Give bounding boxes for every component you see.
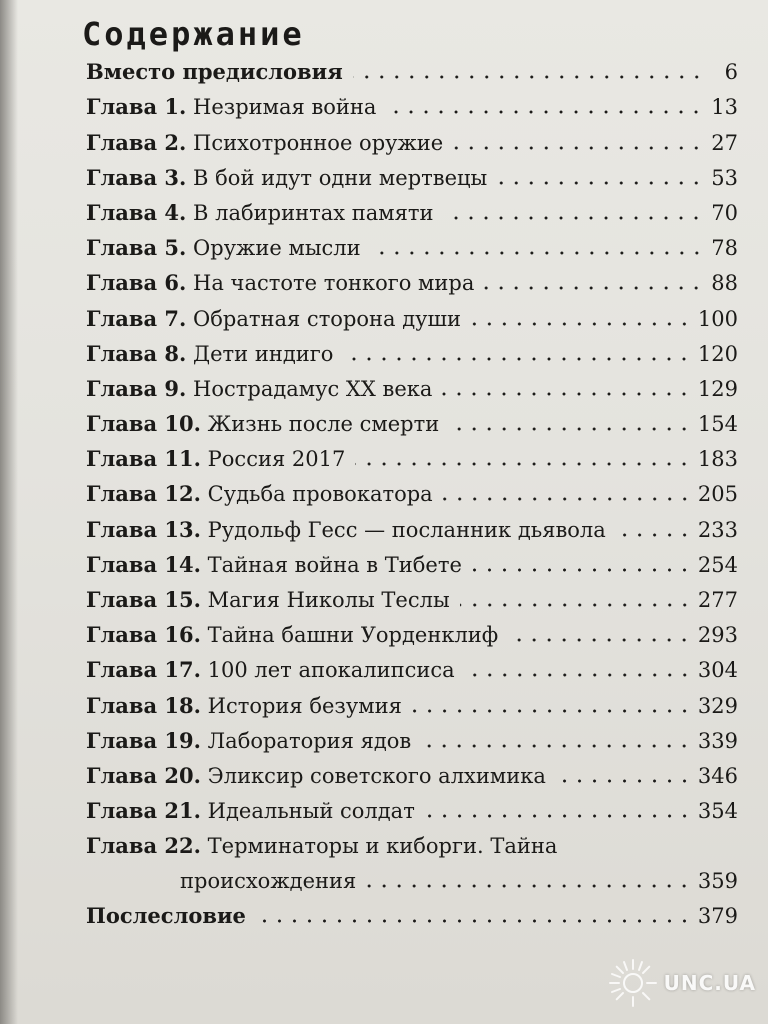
chapter-title: В бой идут одни мертвецы bbox=[193, 165, 488, 190]
chapter-title: На частоте тонкого мира bbox=[193, 271, 475, 296]
toc-entry-label bbox=[86, 446, 349, 472]
chapter-title: Рудольф Гесс — посланник дьявола bbox=[207, 517, 606, 542]
chapter-number: Глава 12. bbox=[86, 481, 201, 507]
page-number: 6 bbox=[724, 60, 738, 85]
chapter-title: Вместо предисловия bbox=[86, 59, 343, 85]
chapter-number: Глава 6. bbox=[86, 270, 187, 296]
chapter-title: Незримая война bbox=[193, 95, 377, 120]
chapter-title: Судьба провокатора bbox=[207, 482, 433, 507]
chapter-number: Глава 2. bbox=[86, 129, 187, 155]
toc-entry-label bbox=[86, 376, 436, 402]
page-number: 53 bbox=[711, 165, 738, 190]
chapter-number: Глава 3. bbox=[86, 164, 187, 190]
page-edge-shadow bbox=[0, 0, 18, 1024]
toc-entry bbox=[86, 894, 738, 929]
page-number: 78 bbox=[711, 236, 738, 261]
chapter-number: Глава 11. bbox=[86, 446, 201, 472]
chapter-number: Глава 10. bbox=[86, 411, 201, 437]
page-number: 233 bbox=[697, 517, 738, 542]
chapter-number: Глава 22. bbox=[86, 833, 201, 859]
chapter-number: Глава 13. bbox=[86, 516, 201, 542]
toc-entry bbox=[86, 613, 738, 648]
page-number: 359 bbox=[697, 869, 738, 894]
page-number: 129 bbox=[697, 376, 738, 401]
page-number: 293 bbox=[697, 623, 738, 648]
chapter-title: Нострадамус XX века bbox=[193, 376, 433, 401]
chapter-number: Глава 8. bbox=[86, 340, 187, 366]
page-number: 329 bbox=[697, 693, 738, 718]
page-number: 100 bbox=[697, 306, 738, 331]
toc-entry bbox=[86, 683, 738, 718]
chapter-number: Глава 9. bbox=[86, 375, 187, 401]
chapter-number: Глава 18. bbox=[86, 692, 201, 718]
dot-leader bbox=[256, 919, 692, 923]
toc-entry bbox=[86, 719, 738, 754]
toc-entry bbox=[86, 437, 738, 472]
dot-leader bbox=[443, 497, 692, 501]
toc-entry bbox=[86, 402, 738, 437]
toc-entry bbox=[86, 226, 738, 261]
chapter-number: Глава 5. bbox=[86, 235, 187, 261]
dot-leader bbox=[443, 216, 704, 220]
dot-leader bbox=[508, 638, 692, 642]
chapter-number: Глава 4. bbox=[86, 199, 187, 225]
dot-leader bbox=[465, 673, 692, 677]
toc-entry-label bbox=[86, 728, 415, 754]
toc-entry bbox=[86, 85, 738, 120]
toc-entry bbox=[86, 332, 738, 367]
chapter-title: История безумия bbox=[207, 693, 402, 718]
page-number: 120 bbox=[697, 341, 738, 366]
chapter-title: Жизнь после смерти bbox=[207, 412, 440, 437]
toc-entry-label bbox=[86, 763, 550, 789]
toc-entry-label bbox=[86, 481, 437, 507]
chapter-title: Идеальный солдат bbox=[207, 799, 415, 824]
dot-leader bbox=[343, 357, 692, 361]
dot-leader bbox=[362, 884, 692, 888]
page-number: 88 bbox=[711, 271, 738, 296]
toc-entry bbox=[86, 789, 738, 824]
dot-leader bbox=[371, 251, 704, 255]
toc-entry-label bbox=[86, 235, 365, 261]
page-number: 154 bbox=[697, 412, 738, 437]
chapter-number: Глава 17. bbox=[86, 657, 201, 683]
chapter-number: Глава 19. bbox=[86, 727, 201, 753]
dot-leader bbox=[460, 603, 692, 607]
page-number: 339 bbox=[697, 728, 738, 753]
chapter-title: Эликсир советского алхимика bbox=[207, 763, 546, 788]
dot-leader bbox=[355, 462, 692, 466]
chapter-title: Психотронное оружие bbox=[193, 130, 444, 155]
chapter-number: Глава 7. bbox=[86, 305, 187, 331]
watermark bbox=[606, 956, 756, 1010]
chapter-title-continued: происхождения bbox=[180, 869, 357, 894]
chapter-number: Глава 16. bbox=[86, 622, 201, 648]
toc-entry-label bbox=[86, 517, 610, 543]
toc-entry bbox=[86, 824, 738, 894]
toc-entry bbox=[86, 543, 738, 578]
page-number: 13 bbox=[711, 95, 738, 120]
chapter-title: Тайная война в Тибете bbox=[207, 552, 462, 577]
chapter-number: Глава 20. bbox=[86, 762, 201, 788]
chapter-title: Тайна башни Уорденклиф bbox=[207, 623, 499, 648]
toc-entry bbox=[86, 261, 738, 296]
chapter-title: В лабиринтах памяти bbox=[193, 200, 434, 225]
toc-entry-label bbox=[86, 798, 419, 824]
toc-entry-label bbox=[86, 622, 502, 648]
toc-entry bbox=[86, 507, 738, 542]
toc-entry bbox=[86, 578, 738, 613]
toc-entry-label bbox=[86, 693, 406, 719]
page-number: 70 bbox=[711, 200, 738, 225]
dot-leader bbox=[442, 392, 692, 396]
page-number: 27 bbox=[711, 130, 738, 155]
dot-leader bbox=[453, 146, 704, 150]
dot-leader bbox=[421, 744, 692, 748]
table-of-contents bbox=[86, 50, 738, 929]
afterword-title: Послесловие bbox=[86, 903, 246, 929]
chapter-number: Глава 1. bbox=[86, 94, 187, 120]
watermark-text: UNC.UA bbox=[663, 971, 756, 995]
dot-leader bbox=[386, 110, 704, 114]
toc-entry bbox=[86, 120, 738, 155]
toc-entry-label bbox=[86, 59, 347, 85]
toc-entry-label bbox=[86, 341, 337, 367]
dot-leader bbox=[353, 75, 704, 79]
toc-entry-label bbox=[86, 552, 466, 578]
chapter-title: Магия Николы Теслы bbox=[207, 588, 450, 612]
dot-leader bbox=[425, 814, 692, 818]
page-number: 379 bbox=[697, 904, 738, 929]
toc-entry-label bbox=[86, 657, 459, 683]
page-number: 346 bbox=[697, 763, 738, 788]
page-number: 304 bbox=[697, 658, 738, 683]
dot-leader bbox=[412, 709, 692, 713]
toc-entry-label bbox=[86, 411, 443, 437]
toc-entry-label bbox=[86, 270, 478, 296]
chapter-title: Оружие мысли bbox=[193, 236, 361, 261]
toc-entry bbox=[86, 754, 738, 789]
toc-entry bbox=[86, 50, 738, 85]
page-number: 354 bbox=[697, 799, 738, 824]
page-number: 277 bbox=[697, 588, 738, 612]
dot-leader bbox=[471, 322, 692, 326]
toc-entry-label bbox=[86, 306, 465, 332]
toc-entry-label bbox=[86, 200, 437, 226]
toc-entry-label bbox=[86, 587, 454, 613]
page-title: Содержание bbox=[82, 15, 305, 54]
dot-leader bbox=[616, 533, 692, 537]
page-number: 205 bbox=[697, 482, 738, 507]
chapter-title: 100 лет апокалипсиса bbox=[207, 658, 455, 683]
chapter-title: Терминаторы и киборги. Тайна bbox=[207, 834, 558, 859]
dot-leader bbox=[472, 568, 692, 572]
toc-entry-label bbox=[86, 824, 738, 859]
toc-entry bbox=[86, 472, 738, 507]
chapter-number: Глава 15. bbox=[86, 587, 201, 612]
toc-entry-label bbox=[86, 165, 491, 191]
dot-leader bbox=[484, 286, 704, 290]
toc-entry bbox=[86, 191, 738, 226]
dot-leader bbox=[449, 427, 692, 431]
toc-entry bbox=[86, 296, 738, 331]
toc-entry bbox=[86, 367, 738, 402]
toc-entry-label bbox=[86, 130, 447, 156]
toc-entry bbox=[86, 156, 738, 191]
toc-entry-label bbox=[86, 94, 380, 120]
dot-leader bbox=[556, 779, 692, 783]
sun-logo-icon bbox=[606, 956, 660, 1010]
toc-entry bbox=[86, 648, 738, 683]
chapter-number: Глава 14. bbox=[86, 551, 201, 577]
chapter-number: Глава 21. bbox=[86, 798, 201, 824]
dot-leader bbox=[497, 181, 704, 185]
chapter-title: Обратная сторона души bbox=[193, 306, 462, 331]
chapter-title: Дети индиго bbox=[193, 341, 334, 366]
page-number: 254 bbox=[697, 552, 738, 577]
chapter-title: Лаборатория ядов bbox=[207, 728, 412, 753]
page-number: 183 bbox=[697, 447, 738, 472]
chapter-title: Россия 2017 bbox=[207, 447, 346, 472]
